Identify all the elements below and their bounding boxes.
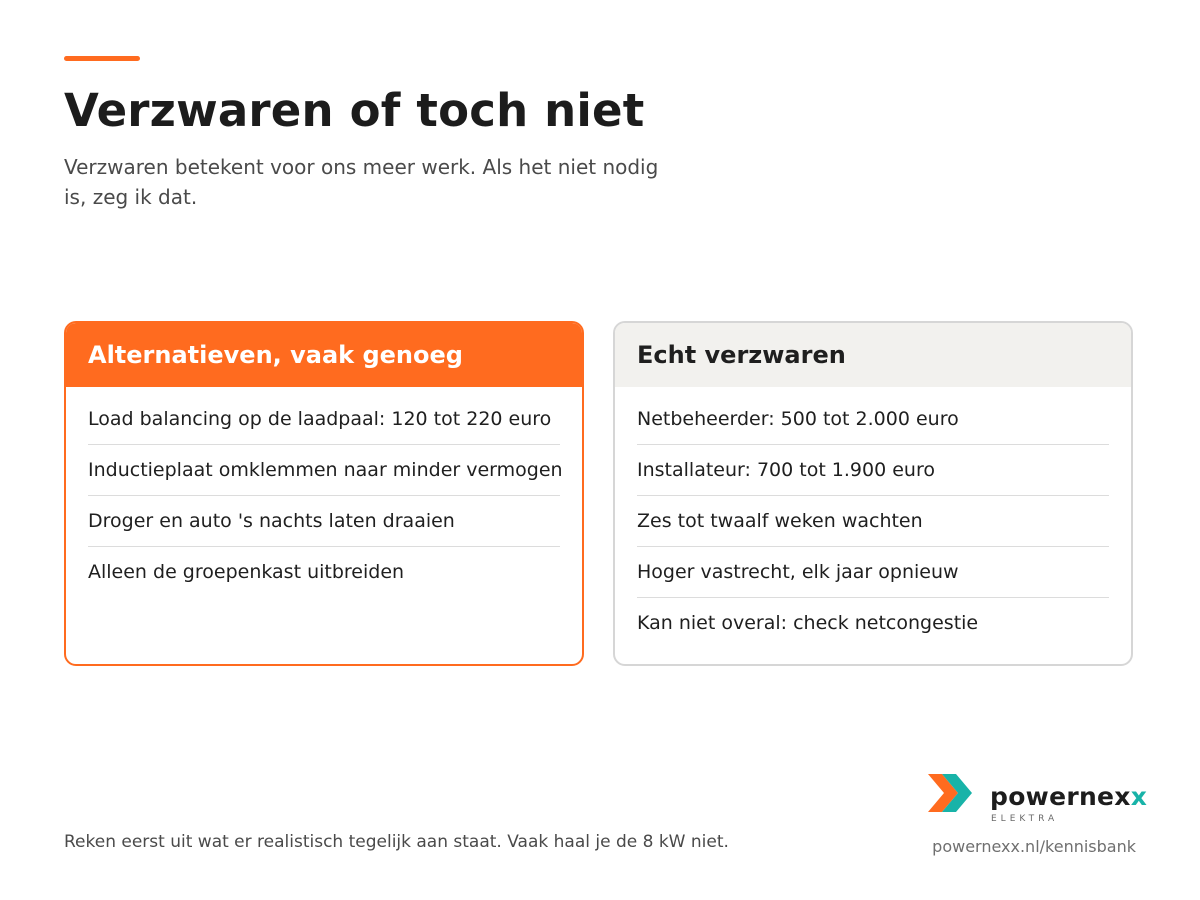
logo-wordmark bbox=[990, 782, 1147, 811]
alternatives-list bbox=[66, 387, 582, 597]
alternatives-card bbox=[64, 321, 584, 666]
list-item: Droger en auto 's nachts laten draaien bbox=[88, 496, 560, 547]
alternatives-card-title: Alternatieven, vaak genoeg bbox=[66, 323, 582, 387]
page-title: Verzwaren of toch niet bbox=[64, 84, 645, 137]
upgrade-list bbox=[615, 387, 1131, 648]
list-item: Netbeheerder: 500 tot 2.000 euro bbox=[637, 394, 1109, 445]
logo-tagline: ELEKTRA bbox=[991, 814, 1059, 824]
list-item: Installateur: 700 tot 1.900 euro bbox=[637, 445, 1109, 496]
site-url: powernexx.nl/kennisbank bbox=[932, 837, 1136, 856]
list-item: Load balancing op de laadpaal: 120 tot 220 euro bbox=[88, 394, 560, 445]
logo-wordmark-accent: x bbox=[1130, 782, 1148, 811]
double-chevron-logo-icon bbox=[928, 774, 974, 812]
list-item: Hoger vastrecht, elk jaar opnieuw bbox=[637, 547, 1109, 598]
logo-wordmark-main: powernex bbox=[990, 782, 1131, 811]
upgrade-card-title: Echt verzwaren bbox=[615, 323, 1131, 387]
upgrade-card bbox=[613, 321, 1133, 666]
list-item: Kan niet overal: check netcongestie bbox=[637, 612, 979, 634]
title-accent-bar bbox=[64, 56, 140, 61]
list-item: Zes tot twaalf weken wachten bbox=[637, 496, 1109, 547]
list-item: Inductieplaat omklemmen naar minder vermogen bbox=[88, 445, 560, 496]
powernexx-logo bbox=[928, 774, 1148, 826]
footer-note: Reken eerst uit wat er realistisch tegelijk aan staat. Vaak haal je de 8 kW niet. bbox=[64, 832, 729, 852]
list-item: Alleen de groepenkast uitbreiden bbox=[88, 561, 405, 583]
page-subtitle: Verzwaren betekent voor ons meer werk. Als het niet nodig is, zeg ik dat. bbox=[64, 155, 659, 209]
